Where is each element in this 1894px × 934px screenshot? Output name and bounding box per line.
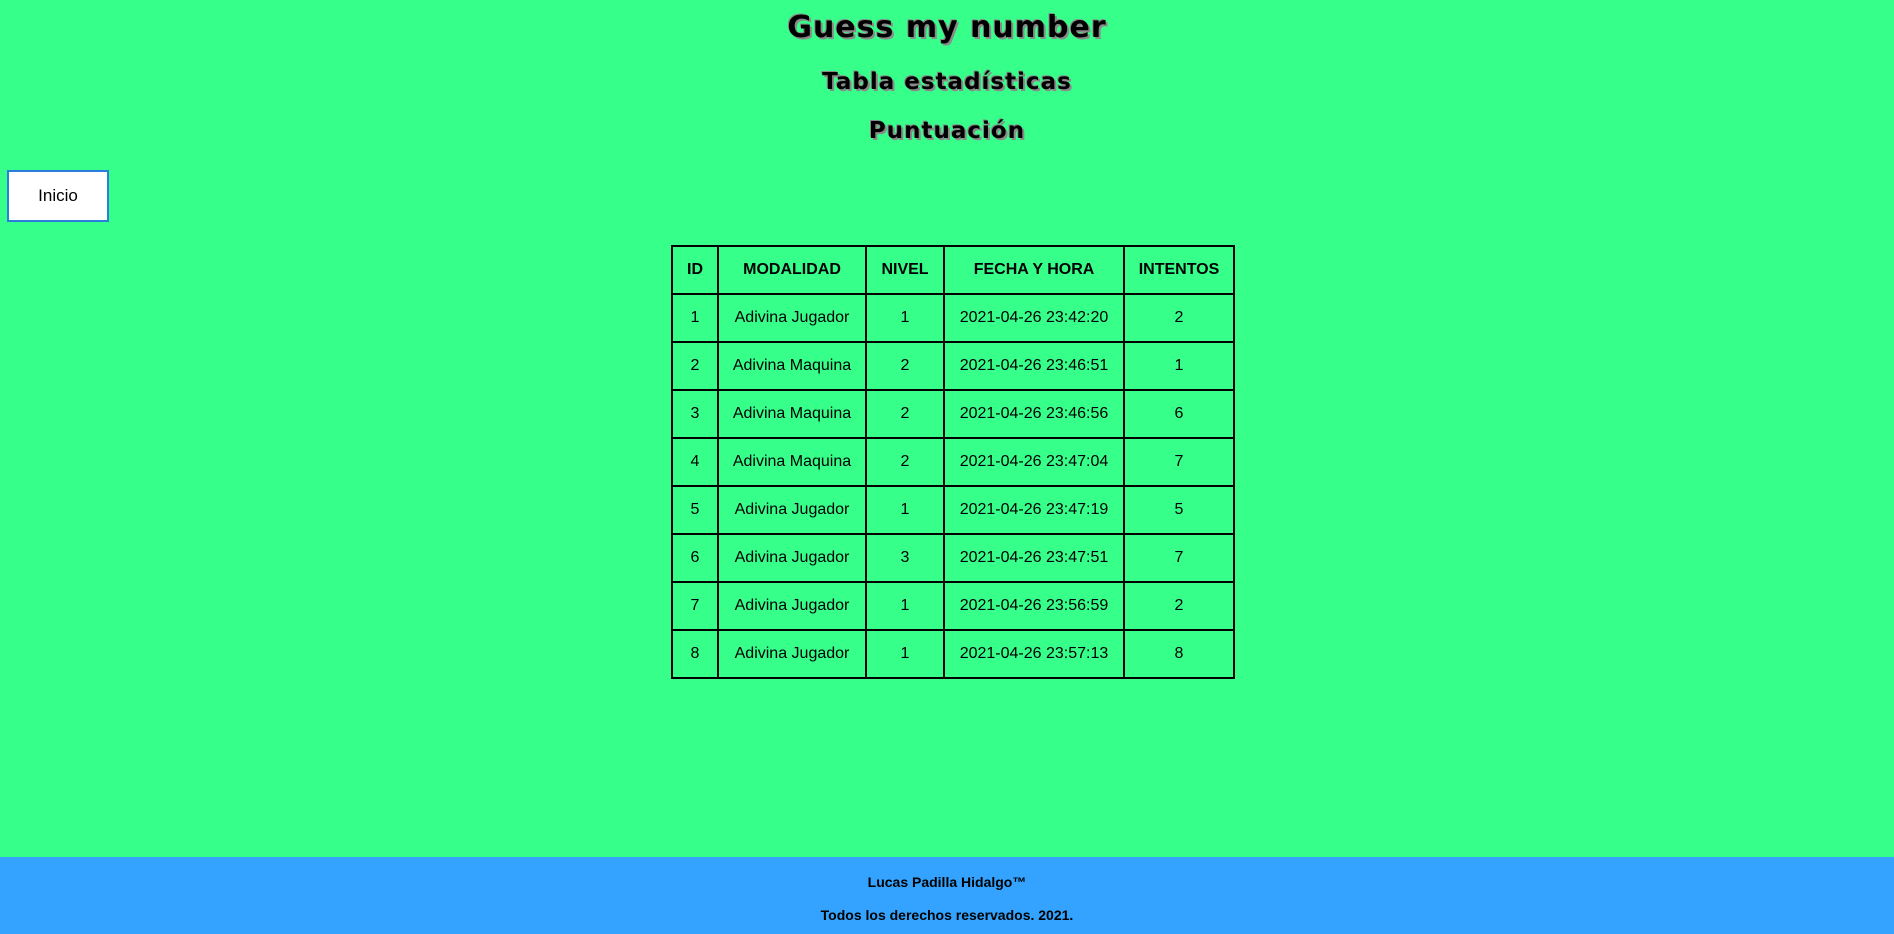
footer-author: Lucas Padilla Hidalgo™ <box>867 874 1027 890</box>
table-row <box>672 294 1234 342</box>
cell-modalidad: Adivina Jugador <box>718 534 866 582</box>
cell-fecha: 2021-04-26 23:47:51 <box>944 534 1124 582</box>
cell-id: 4 <box>672 438 718 486</box>
cell-fecha: 2021-04-26 23:46:51 <box>944 342 1124 390</box>
cell-fecha: 2021-04-26 23:47:04 <box>944 438 1124 486</box>
page-subtitle: Tabla estadísticas <box>822 69 1072 95</box>
column-header-id: ID <box>672 246 718 294</box>
table-header-row <box>672 246 1234 294</box>
cell-id: 5 <box>672 486 718 534</box>
cell-modalidad: Adivina Jugador <box>718 582 866 630</box>
table-row <box>672 342 1234 390</box>
cell-modalidad: Adivina Jugador <box>718 630 866 678</box>
column-header-fecha: FECHA Y HORA <box>944 246 1124 294</box>
table-row <box>672 582 1234 630</box>
cell-nivel: 1 <box>866 486 944 534</box>
cell-nivel: 1 <box>866 630 944 678</box>
table-row <box>672 630 1234 678</box>
section-heading: Puntuación <box>868 118 1026 144</box>
cell-id: 6 <box>672 534 718 582</box>
cell-intentos: 2 <box>1124 294 1234 342</box>
cell-fecha: 2021-04-26 23:46:56 <box>944 390 1124 438</box>
cell-intentos: 2 <box>1124 582 1234 630</box>
cell-intentos: 7 <box>1124 534 1234 582</box>
cell-intentos: 1 <box>1124 342 1234 390</box>
table-row <box>672 390 1234 438</box>
cell-nivel: 1 <box>866 582 944 630</box>
cell-id: 8 <box>672 630 718 678</box>
cell-fecha: 2021-04-26 23:42:20 <box>944 294 1124 342</box>
stats-table <box>671 245 1235 679</box>
cell-id: 1 <box>672 294 718 342</box>
cell-nivel: 2 <box>866 438 944 486</box>
cell-id: 3 <box>672 390 718 438</box>
cell-modalidad: Adivina Maquina <box>718 342 866 390</box>
inicio-button[interactable]: Inicio <box>7 170 109 222</box>
cell-intentos: 6 <box>1124 390 1234 438</box>
page-title: Guess my number <box>787 10 1107 45</box>
footer <box>0 857 1894 934</box>
cell-id: 7 <box>672 582 718 630</box>
cell-fecha: 2021-04-26 23:56:59 <box>944 582 1124 630</box>
cell-intentos: 8 <box>1124 630 1234 678</box>
cell-nivel: 3 <box>866 534 944 582</box>
cell-id: 2 <box>672 342 718 390</box>
table-body <box>672 294 1234 678</box>
cell-fecha: 2021-04-26 23:57:13 <box>944 630 1124 678</box>
cell-intentos: 5 <box>1124 486 1234 534</box>
table-row <box>672 486 1234 534</box>
cell-intentos: 7 <box>1124 438 1234 486</box>
footer-rights: Todos los derechos reservados. 2021. <box>820 907 1074 923</box>
table-row <box>672 438 1234 486</box>
table-row <box>672 534 1234 582</box>
column-header-modalidad: MODALIDAD <box>718 246 866 294</box>
column-header-intentos: INTENTOS <box>1124 246 1234 294</box>
cell-modalidad: Adivina Jugador <box>718 294 866 342</box>
cell-nivel: 2 <box>866 342 944 390</box>
cell-fecha: 2021-04-26 23:47:19 <box>944 486 1124 534</box>
cell-modalidad: Adivina Maquina <box>718 390 866 438</box>
cell-modalidad: Adivina Jugador <box>718 486 866 534</box>
cell-nivel: 2 <box>866 390 944 438</box>
cell-modalidad: Adivina Maquina <box>718 438 866 486</box>
column-header-nivel: NIVEL <box>866 246 944 294</box>
cell-nivel: 1 <box>866 294 944 342</box>
